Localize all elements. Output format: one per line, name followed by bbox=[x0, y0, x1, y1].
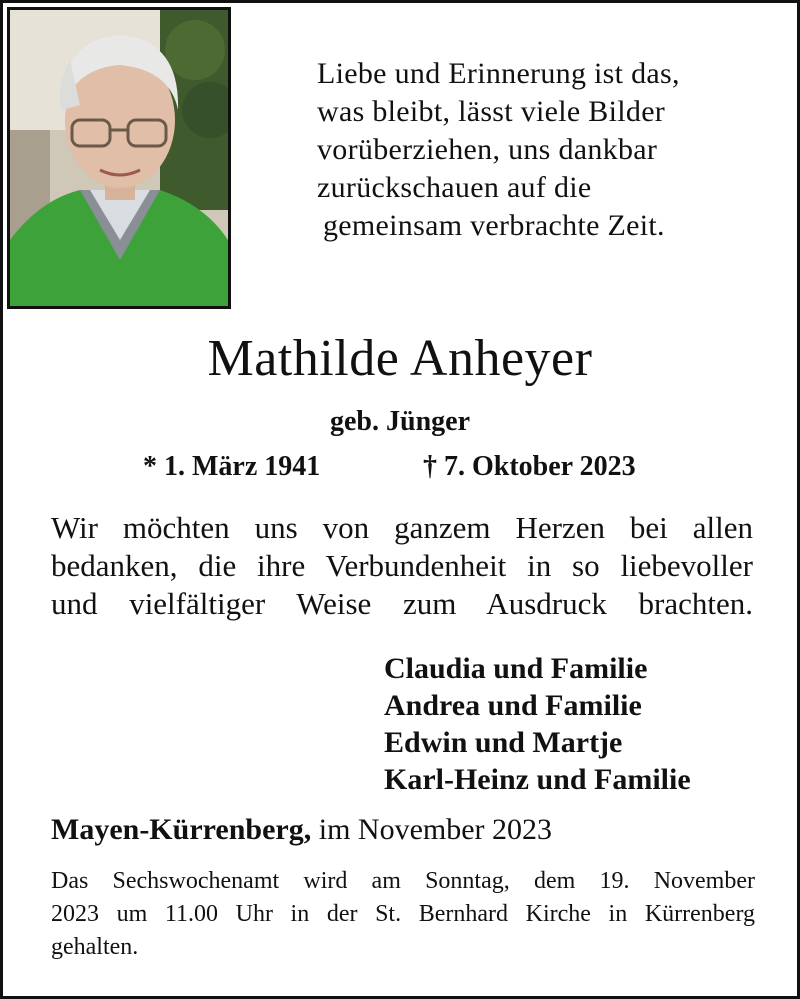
family-member: Edwin und Martje bbox=[384, 726, 623, 759]
family-signatures bbox=[384, 650, 691, 798]
family-member: Andrea und Familie bbox=[384, 689, 642, 722]
place-and-date bbox=[51, 813, 552, 847]
thank-you-text bbox=[51, 509, 753, 623]
service-line: gehalten. bbox=[51, 934, 139, 960]
birth-date: * 1. März 1941 bbox=[143, 451, 321, 482]
service-line: 2023 um 11.00 Uhr in der St. Bernhard Kirche in Kürrenberg bbox=[51, 901, 755, 927]
poem-line: vorüberziehen, uns dankbar bbox=[317, 133, 658, 166]
thanks-line: bedanken, die ihre Verbundenheit in so liebevoller bbox=[51, 548, 753, 583]
thanks-line: Wir möchten uns von ganzem Herzen bei allen bbox=[51, 510, 753, 545]
death-date: † 7. Oktober 2023 bbox=[423, 451, 636, 482]
birth-name: geb. Jünger bbox=[330, 406, 470, 437]
portrait-photo bbox=[7, 7, 231, 309]
poem-line: Liebe und Erinnerung ist das, bbox=[317, 57, 680, 90]
service-line: Das Sechswochenamt wird am Sonntag, dem 19. November bbox=[51, 868, 755, 894]
memorial-poem bbox=[317, 55, 757, 245]
thanks-line: und vielfältiger Weise zum Ausdruck brachten. bbox=[51, 586, 753, 621]
poem-line: gemeinsam verbrachte Zeit. bbox=[323, 209, 665, 242]
poem-line: zurückschauen auf die bbox=[317, 171, 592, 204]
deceased-name: Mathilde Anheyer bbox=[207, 330, 593, 387]
place-city: Mayen-Kürrenberg, bbox=[51, 813, 312, 846]
portrait-image bbox=[10, 10, 228, 306]
family-member: Claudia und Familie bbox=[384, 652, 648, 685]
family-member: Karl-Heinz und Familie bbox=[384, 763, 691, 796]
place-date: im November 2023 bbox=[318, 813, 553, 846]
service-notice bbox=[51, 865, 755, 964]
poem-line: was bleibt, lässt viele Bilder bbox=[317, 95, 666, 128]
